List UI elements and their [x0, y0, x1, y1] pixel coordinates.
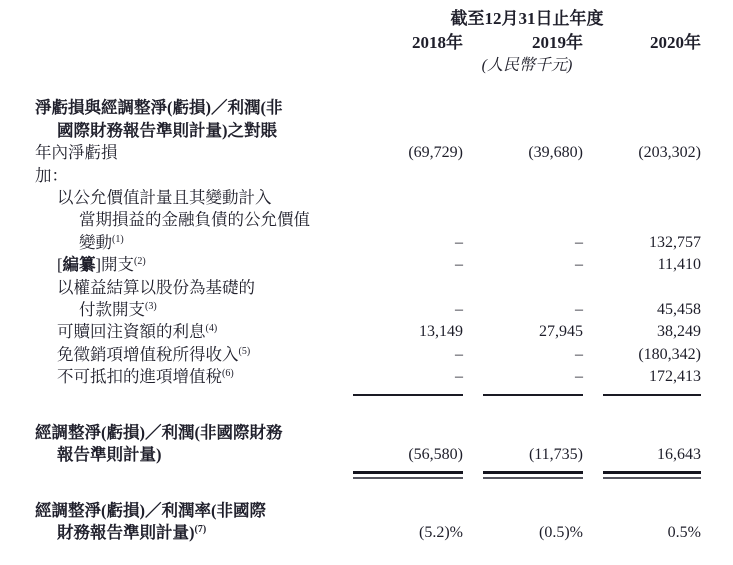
single-total-rule	[483, 394, 583, 401]
value-cell: 38,249	[657, 323, 701, 341]
value-cell	[353, 187, 463, 209]
value-cell	[603, 120, 701, 142]
row-label: 不可抵扣的進項增值稅$^{(6)}$	[57, 367, 234, 387]
value-cell: (0.5)%	[539, 523, 583, 541]
row-label: 以公允價值計量且其變動計入	[57, 188, 272, 208]
value-cell	[353, 97, 463, 119]
value-cell: –	[455, 233, 463, 251]
value-cell: (203,302)	[638, 144, 701, 162]
value-cell	[603, 422, 701, 444]
row-label: 付款開支$^{(3)}$	[79, 300, 157, 320]
value-cell: 13,149	[419, 323, 463, 341]
period-header: 截至12月31日止年度	[450, 9, 604, 28]
value-cell: –	[575, 345, 583, 363]
value-cell	[483, 422, 583, 444]
empty-label-cell	[35, 55, 333, 77]
value-cell	[483, 120, 583, 142]
table-body	[35, 97, 701, 544]
value-cell	[353, 277, 463, 299]
row-label: 以權益結算以股份為基礎的	[57, 277, 255, 297]
row-label: 可贖回注資額的利息$^{(4)}$	[57, 322, 218, 342]
table-row	[35, 344, 701, 366]
value-cell: 0.5%	[667, 523, 701, 541]
value-cell	[483, 97, 583, 119]
value-cell	[483, 165, 583, 187]
single-total-rule	[603, 394, 701, 401]
value-cell: –	[455, 368, 463, 386]
value-cell: 172,413	[649, 368, 701, 386]
row-label: 淨虧損與經調整淨(虧損)／利潤(非	[35, 98, 283, 118]
table-row	[35, 209, 701, 231]
footnote-marker: (4)	[205, 323, 218, 335]
value-cell: (11,735)	[528, 446, 583, 464]
value-cell	[483, 277, 583, 299]
value-cell: (56,580)	[408, 446, 463, 464]
table-row	[35, 97, 701, 119]
row-label: 財務報告準則計量)$^{(7)}$	[57, 522, 207, 542]
value-cell: (180,342)	[638, 345, 701, 363]
value-cell	[483, 209, 583, 231]
footnote-marker: (3)	[145, 301, 157, 313]
table-row	[35, 422, 701, 444]
row-label: 當期損益的金融負債的公允價值	[79, 210, 310, 230]
value-cell	[483, 500, 583, 522]
table-row	[35, 522, 701, 544]
value-cell: 11,410	[657, 256, 701, 274]
value-cell	[483, 187, 583, 209]
table-year-header-row	[35, 31, 701, 55]
value-cell	[353, 500, 463, 522]
table-row	[35, 120, 701, 142]
row-label: 報告準則計量)	[57, 445, 162, 465]
year-column-header-2019: 2019年	[532, 33, 583, 52]
row-label: 變動$^{(1)}$	[79, 232, 124, 252]
value-cell	[603, 209, 701, 231]
table-row	[35, 142, 701, 164]
value-cell: –	[575, 301, 583, 319]
value-cell: (5.2)%	[419, 523, 463, 541]
value-cell	[353, 120, 463, 142]
value-cell	[603, 97, 701, 119]
row-label: [編纂]開支$^{(2)}$	[57, 255, 146, 275]
table-row	[35, 232, 701, 254]
row-label: 免徵銷項增值稅所得收入$^{(5)}$	[57, 344, 251, 364]
value-cell: 132,757	[649, 233, 701, 251]
value-cell	[603, 500, 701, 522]
row-label: 經調整淨(虧損)／利潤(非國際財務	[35, 422, 283, 442]
value-cell: 16,643	[657, 446, 701, 464]
row-label: 國際財務報告準則計量)之對賬	[57, 120, 277, 140]
year-column-header-2018: 2018年	[412, 33, 463, 52]
value-cell: 45,458	[657, 301, 701, 319]
value-cell	[353, 209, 463, 231]
table-row	[35, 254, 701, 276]
value-cell	[603, 187, 701, 209]
row-label: 年內淨虧損	[35, 143, 118, 163]
table-row	[35, 366, 701, 388]
value-cell	[603, 165, 701, 187]
double-total-rule	[483, 471, 583, 483]
table-row	[35, 444, 701, 466]
table-period-header-row	[35, 7, 701, 31]
value-cell: (39,680)	[528, 144, 583, 162]
value-cell: –	[455, 256, 463, 274]
value-cell: –	[575, 368, 583, 386]
table-row	[35, 165, 701, 187]
footnote-marker: (5)	[238, 345, 251, 357]
row-label: 加：	[35, 165, 68, 185]
value-cell: 27,945	[539, 323, 583, 341]
table-row	[35, 277, 701, 299]
value-cell: –	[455, 345, 463, 363]
value-cell	[353, 422, 463, 444]
footnote-marker: (7)	[194, 523, 207, 535]
year-column-header-2020: 2020年	[650, 33, 701, 52]
table-row	[35, 321, 701, 343]
footnote-marker: (2)	[134, 256, 146, 268]
currency-unit-note: (人民幣千元)	[481, 57, 573, 74]
table-row	[35, 299, 701, 321]
double-total-rule	[353, 471, 463, 483]
rule-row	[35, 391, 701, 401]
table-row	[35, 187, 701, 209]
value-cell: –	[455, 301, 463, 319]
value-cell: –	[575, 256, 583, 274]
value-cell: –	[575, 233, 583, 251]
table-row	[35, 500, 701, 522]
rule-row	[35, 469, 701, 479]
double-total-rule	[603, 471, 701, 483]
value-cell	[353, 165, 463, 187]
table-unit-row	[35, 55, 701, 77]
row-label: 經調整淨(虧損)／利潤率(非國際	[35, 500, 266, 520]
value-cell	[603, 277, 701, 299]
empty-label-cell	[35, 7, 333, 31]
single-total-rule	[353, 394, 463, 401]
footnote-marker: (6)	[222, 368, 234, 380]
value-cell: (69,729)	[408, 144, 463, 162]
footnote-marker: (1)	[112, 233, 124, 245]
empty-label-cell	[35, 31, 333, 55]
